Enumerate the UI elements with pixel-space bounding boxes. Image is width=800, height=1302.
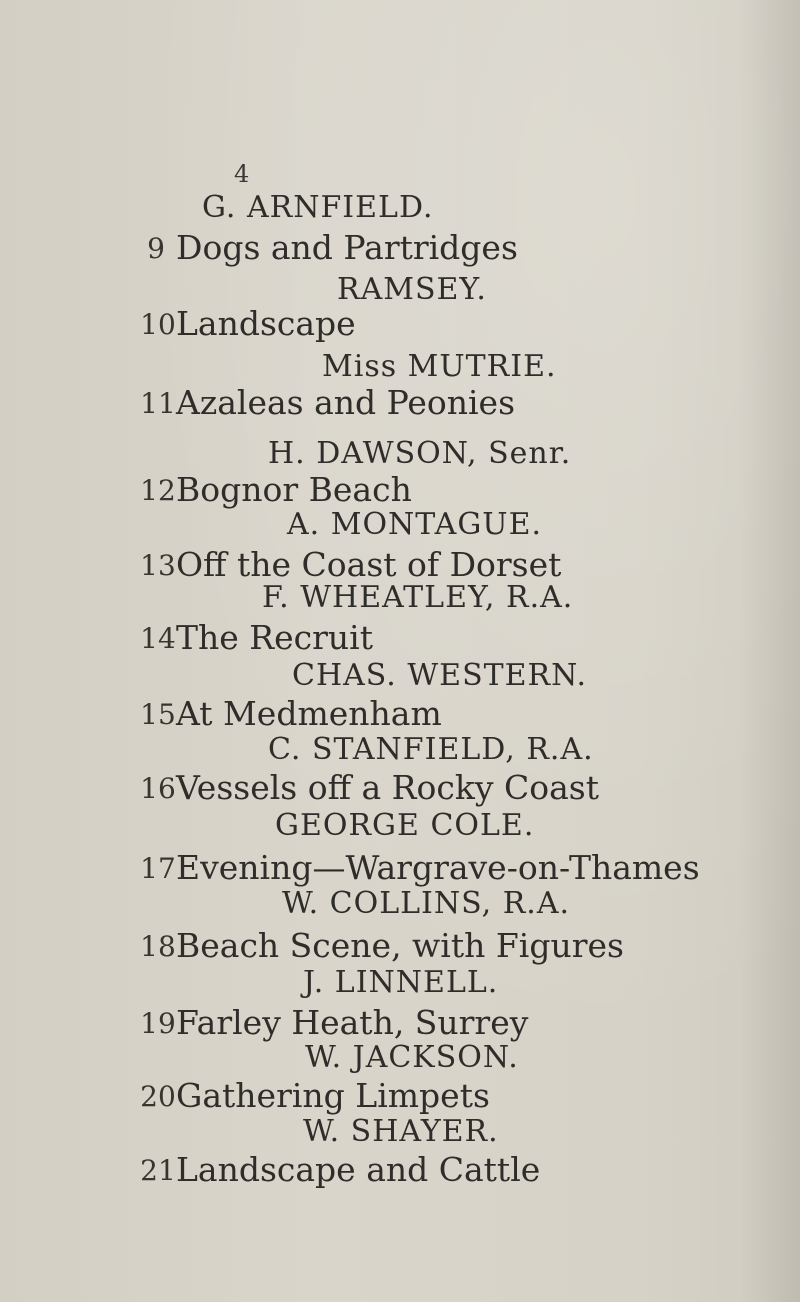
painting-title: Gathering Limpets — [176, 1076, 490, 1115]
page-number: 4 — [234, 160, 250, 188]
painting-title: Landscape — [176, 304, 356, 343]
lot-number: 11 — [140, 387, 176, 420]
artist-name: Miss MUTRIE. — [322, 349, 557, 384]
lot-number: 16 — [140, 772, 176, 805]
painting-title: Landscape and Cattle — [176, 1150, 541, 1189]
painting-title: Evening—Wargrave-on-Thames — [176, 848, 700, 887]
artist-name: W. JACKSON. — [305, 1040, 519, 1075]
lot-number: 17 — [140, 852, 176, 885]
lot-number: 10 — [140, 308, 176, 341]
painting-title: At Medmenham — [176, 694, 442, 733]
artist-name: A. MONTAGUE. — [287, 507, 543, 542]
painting-title: Azaleas and Peonies — [176, 383, 516, 422]
artist-name: GEORGE COLE. — [275, 808, 535, 843]
lot-number: 15 — [140, 698, 176, 731]
artist-name: CHAS. WESTERN. — [292, 658, 587, 693]
artist-name: H. DAWSON, Senr. — [268, 436, 572, 471]
lot-number: 12 — [140, 474, 176, 507]
painting-title: The Recruit — [176, 618, 373, 657]
artist-name: J. LINNELL. — [303, 965, 499, 1000]
artist-name: G. ARNFIELD. — [202, 190, 434, 225]
artist-name: C. STANFIELD, R.A. — [268, 732, 594, 767]
lot-number: 18 — [140, 930, 176, 963]
artist-name: W. COLLINS, R.A. — [282, 886, 571, 921]
painting-title: Beach Scene, with Figures — [176, 926, 624, 965]
lot-number: 9 — [147, 232, 165, 265]
lot-number: 13 — [140, 549, 176, 582]
painting-title: Vessels off a Rocky Coast — [176, 768, 599, 807]
lot-number: 19 — [140, 1007, 176, 1040]
lot-number: 14 — [140, 622, 176, 655]
painting-title: Farley Heath, Surrey — [176, 1003, 529, 1042]
artist-name: RAMSEY. — [337, 272, 487, 307]
painting-title: Dogs and Partridges — [176, 228, 518, 267]
artist-name: W. SHAYER. — [303, 1114, 499, 1149]
lot-number: 21 — [140, 1154, 176, 1187]
artist-name: F. WHEATLEY, R.A. — [262, 580, 574, 615]
lot-number: 20 — [140, 1080, 176, 1113]
page-edge-shadow — [740, 0, 800, 1302]
painting-title: Bognor Beach — [176, 470, 412, 509]
painting-title: Off the Coast of Dorset — [176, 545, 562, 584]
